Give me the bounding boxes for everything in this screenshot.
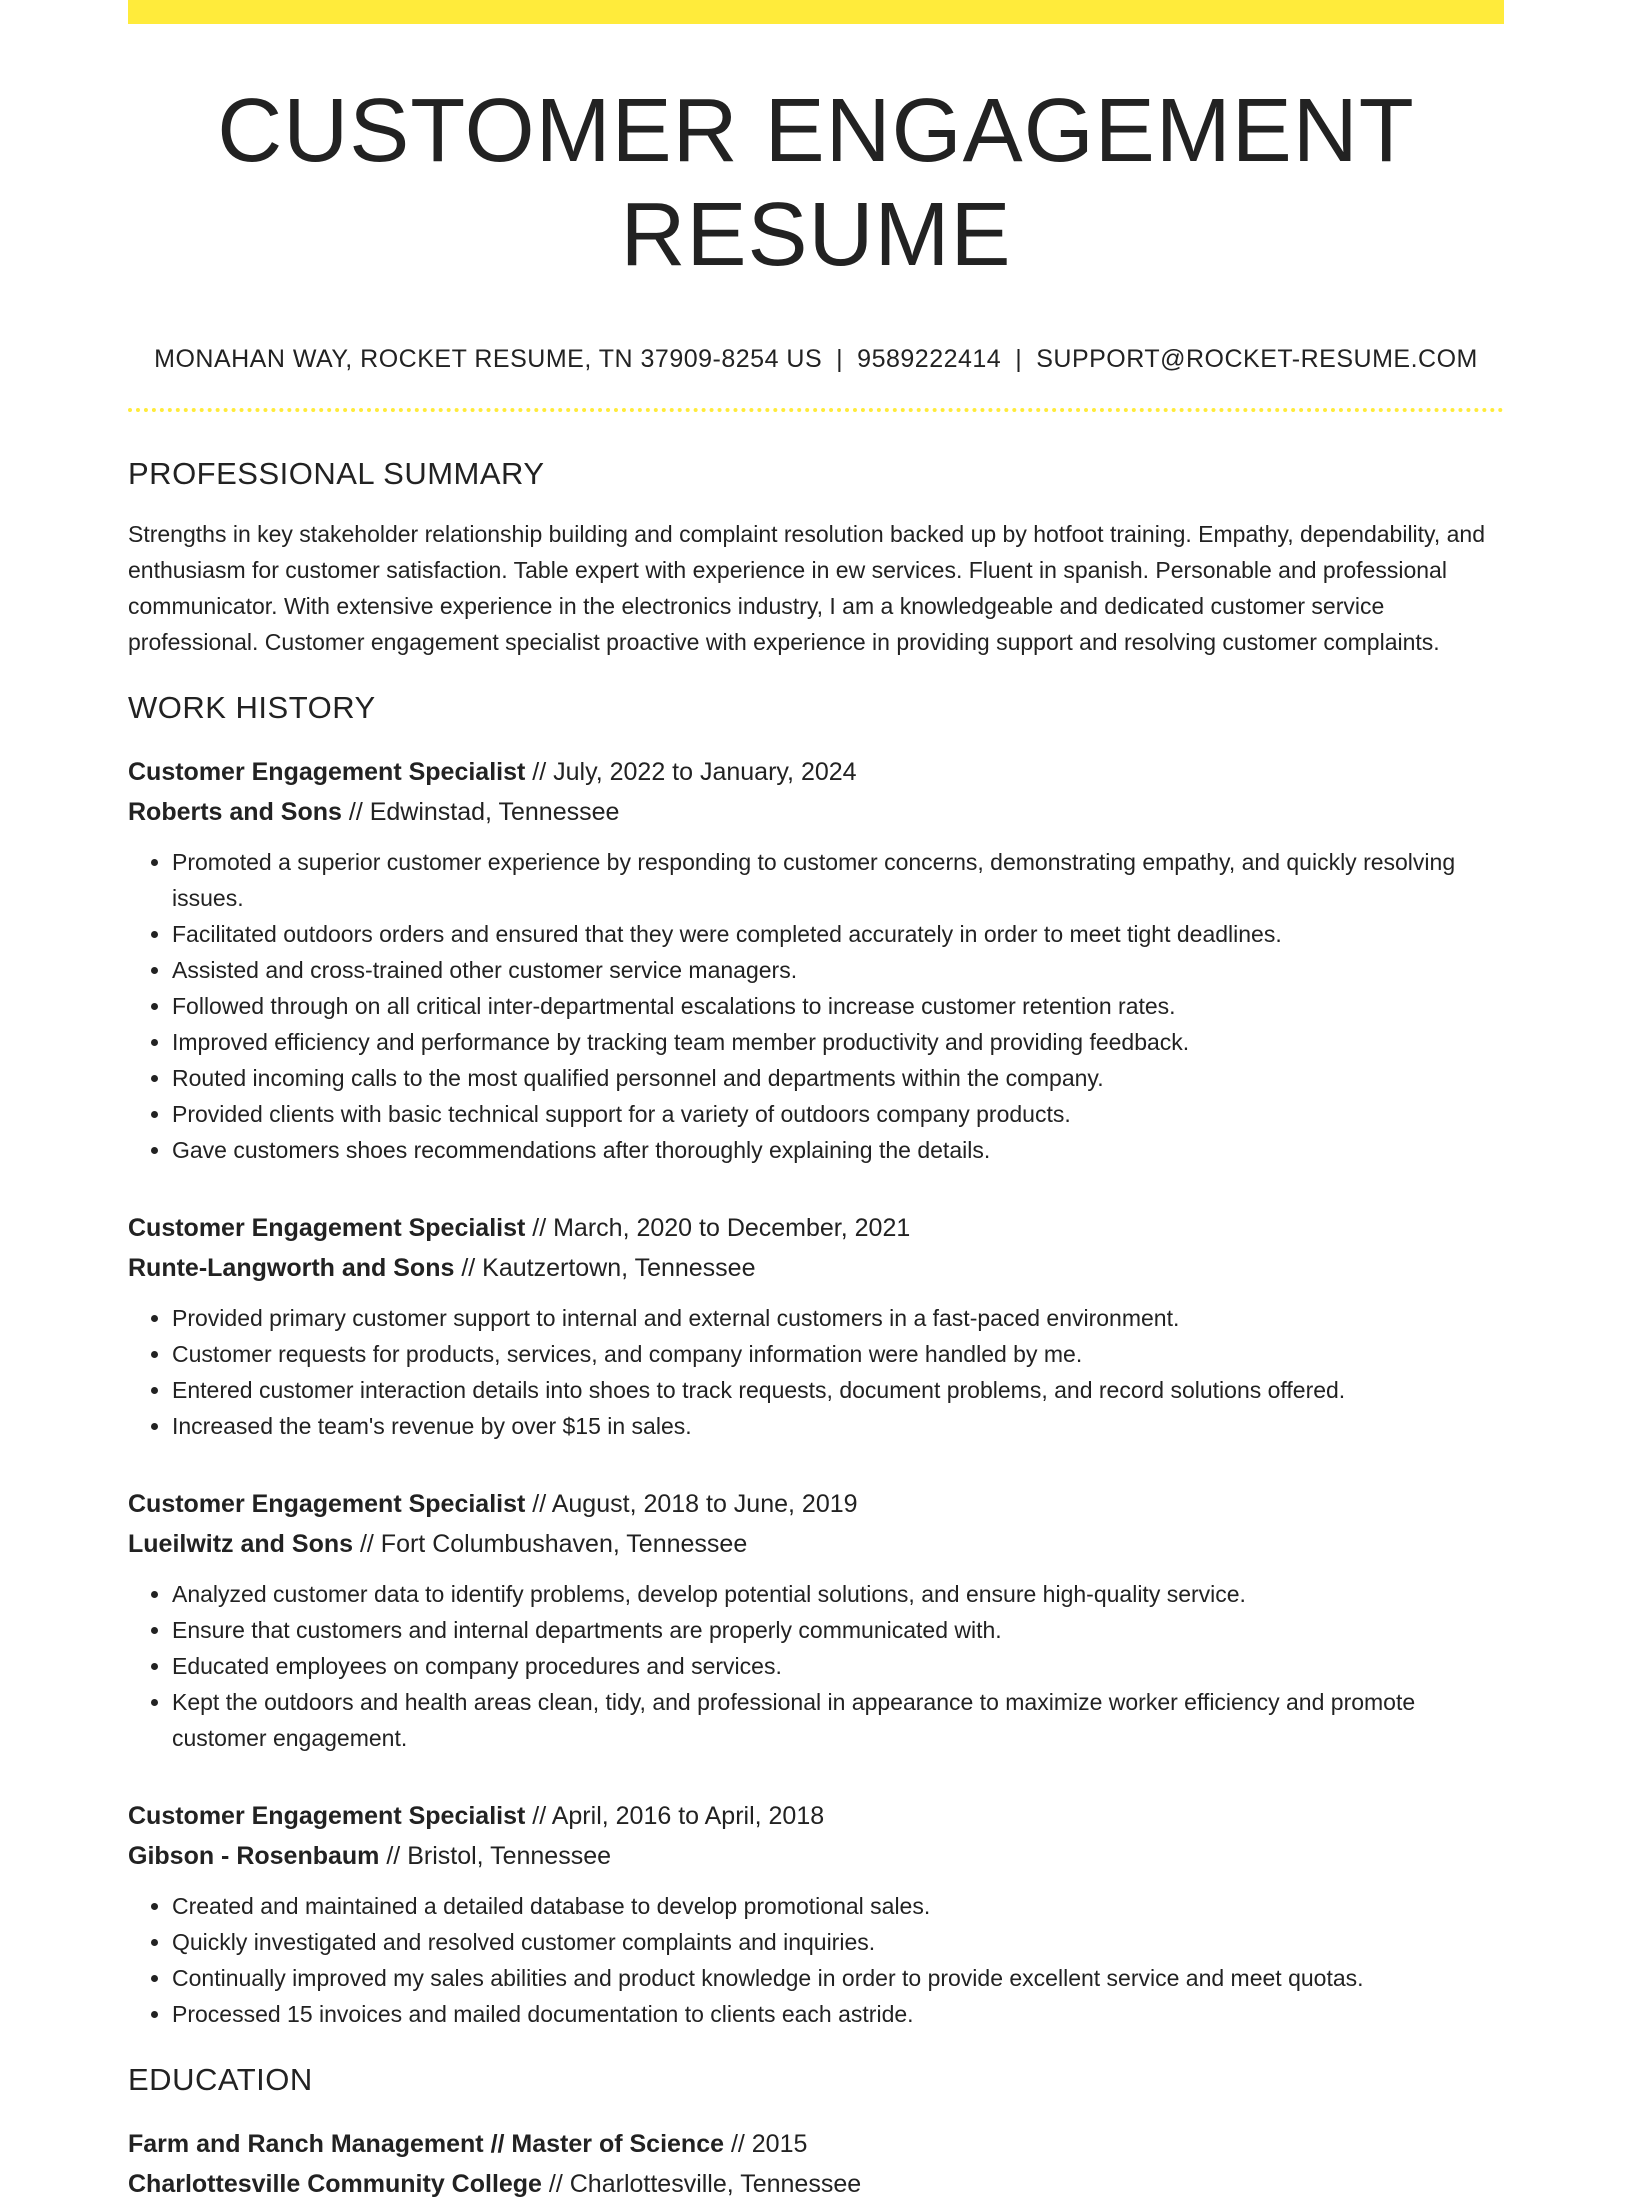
job-location: // Edwinstad, Tennessee (341, 798, 620, 826)
job-bullet: • Analyzed customer data to identify problems, develop potential solutions, and ensure high-quality service. (172, 1576, 1504, 1612)
job-entry (128, 752, 1504, 1168)
job-role: Customer Engagement Specialist (128, 1490, 526, 1518)
education-year: // 2015 (724, 2130, 808, 2158)
job-bullet: • Educated employees on company procedures and services. (172, 1648, 1504, 1684)
job-bullets (128, 1888, 1504, 2032)
contact-separator: | (1015, 345, 1023, 373)
job-dates: // August, 2018 to June, 2019 (525, 1490, 858, 1518)
job-bullet: • Entered customer interaction details into shoes to track requests, document problems, and record solutions offered. (172, 1372, 1504, 1408)
job-bullet: • Routed incoming calls to the most qualified personnel and departments within the company. (172, 1060, 1504, 1096)
resume-page (128, 0, 1504, 2204)
job-bullet: • Increased the team's revenue by over $15 in sales. (172, 1408, 1504, 1444)
education-school: Charlottesville Community College (128, 2170, 542, 2198)
contact-line (128, 345, 1504, 374)
job-role: Customer Engagement Specialist (128, 1802, 526, 1830)
contact-separator: | (836, 345, 844, 373)
job-bullet: • Facilitated outdoors orders and ensured that they were completed accurately in order to meet tight deadlines. (172, 916, 1504, 952)
job-company-line (128, 1248, 1504, 1288)
job-company: Roberts and Sons (128, 798, 342, 826)
education-degree-line (128, 2124, 1504, 2164)
job-company: Lueilwitz and Sons (128, 1530, 354, 1558)
job-role-line (128, 1208, 1504, 1248)
summary-text: Strengths in key stakeholder relationship building and complaint resolution backed up by hotfoot training. Empathy, dependability, and enthusiasm for customer satisfaction. Table expert with experience in ew services. Fluent in spanish. Personable and professional communicator. With extensive experience in the electronics industry, I am a knowledgeable and dedicated customer service professional. Customer engagement specialist proactive with experience in providing support and resolving customer complaints. (128, 521, 1485, 655)
job-company-line (128, 1836, 1504, 1876)
job-role: Customer Engagement Specialist (128, 1214, 526, 1242)
education-location: // Charlottesville, Tennessee (541, 2170, 862, 2198)
job-bullet: • Created and maintained a detailed database to develop promotional sales. (172, 1888, 1504, 1924)
job-bullet: • Assisted and cross-trained other customer service managers. (172, 952, 1504, 988)
job-dates: // July, 2022 to January, 2024 (525, 758, 857, 786)
job-role: Customer Engagement Specialist (128, 758, 526, 786)
job-dates: // April, 2016 to April, 2018 (525, 1802, 825, 1830)
job-bullet: • Improved efficiency and performance by tracking team member productivity and providing feedback. (172, 1024, 1504, 1060)
job-company: Gibson - Rosenbaum (128, 1842, 380, 1870)
section-title-summary: PROFESSIONAL SUMMARY (128, 456, 545, 491)
resume-title: CUSTOMER ENGAGEMENT RESUME (217, 81, 1415, 285)
job-bullet: • Followed through on all critical inter-departmental escalations to increase customer retention rates. (172, 988, 1504, 1024)
job-bullet: • Quickly investigated and resolved customer complaints and inquiries. (172, 1924, 1504, 1960)
education-entry (128, 2124, 1504, 2204)
job-entry (128, 1796, 1504, 2032)
job-company: Runte-Langworth and Sons (128, 1254, 455, 1282)
job-bullet: • Continually improved my sales abilities and product knowledge in order to provide excellent service and meet quotas. (172, 1960, 1504, 1996)
job-location: // Fort Columbushaven, Tennessee (353, 1530, 748, 1558)
job-bullet: • Ensure that customers and internal departments are properly communicated with. (172, 1612, 1504, 1648)
job-location: // Kautzertown, Tennessee (454, 1254, 756, 1282)
job-company-line (128, 1524, 1504, 1564)
job-bullet: • Kept the outdoors and health areas clean, tidy, and professional in appearance to maximize worker efficiency and promote customer engagement. (172, 1684, 1504, 1756)
job-bullet: • Provided clients with basic technical support for a variety of outdoors company products. (172, 1096, 1504, 1132)
job-role-line (128, 1796, 1504, 1836)
job-bullet: • Customer requests for products, services, and company information were handled by me. (172, 1336, 1504, 1372)
job-dates: // March, 2020 to December, 2021 (525, 1214, 911, 1242)
job-bullet: • Processed 15 invoices and mailed documentation to clients each astride. (172, 1996, 1504, 2032)
contact-phone: 9589222414 (857, 345, 1002, 373)
job-company-line (128, 792, 1504, 832)
job-bullet: • Provided primary customer support to internal and external customers in a fast-paced environment. (172, 1300, 1504, 1336)
job-entry (128, 1484, 1504, 1756)
job-bullet: • Gave customers shoes recommendations after thoroughly explaining the details. (172, 1132, 1504, 1168)
job-bullets (128, 1300, 1504, 1444)
section-title-work-history: WORK HISTORY (128, 690, 376, 725)
job-entry (128, 1208, 1504, 1444)
dotted-divider (128, 408, 1504, 412)
job-bullets (128, 844, 1504, 1168)
accent-top-bar (128, 0, 1504, 24)
education-degree: Farm and Ranch Management // Master of Science (128, 2130, 724, 2158)
contact-email: SUPPORT@ROCKET-RESUME.COM (1036, 345, 1478, 373)
section-title-education: EDUCATION (128, 2062, 313, 2097)
job-role-line (128, 1484, 1504, 1524)
job-role-line (128, 752, 1504, 792)
education-school-line (128, 2164, 1504, 2204)
job-bullet: • Promoted a superior customer experience by responding to customer concerns, demonstrating empathy, and quickly resolving issues. (172, 844, 1504, 916)
job-bullets (128, 1576, 1504, 1756)
contact-address: MONAHAN WAY, ROCKET RESUME, TN 37909-8254 US (154, 345, 823, 373)
job-location: // Bristol, Tennessee (379, 1842, 612, 1870)
